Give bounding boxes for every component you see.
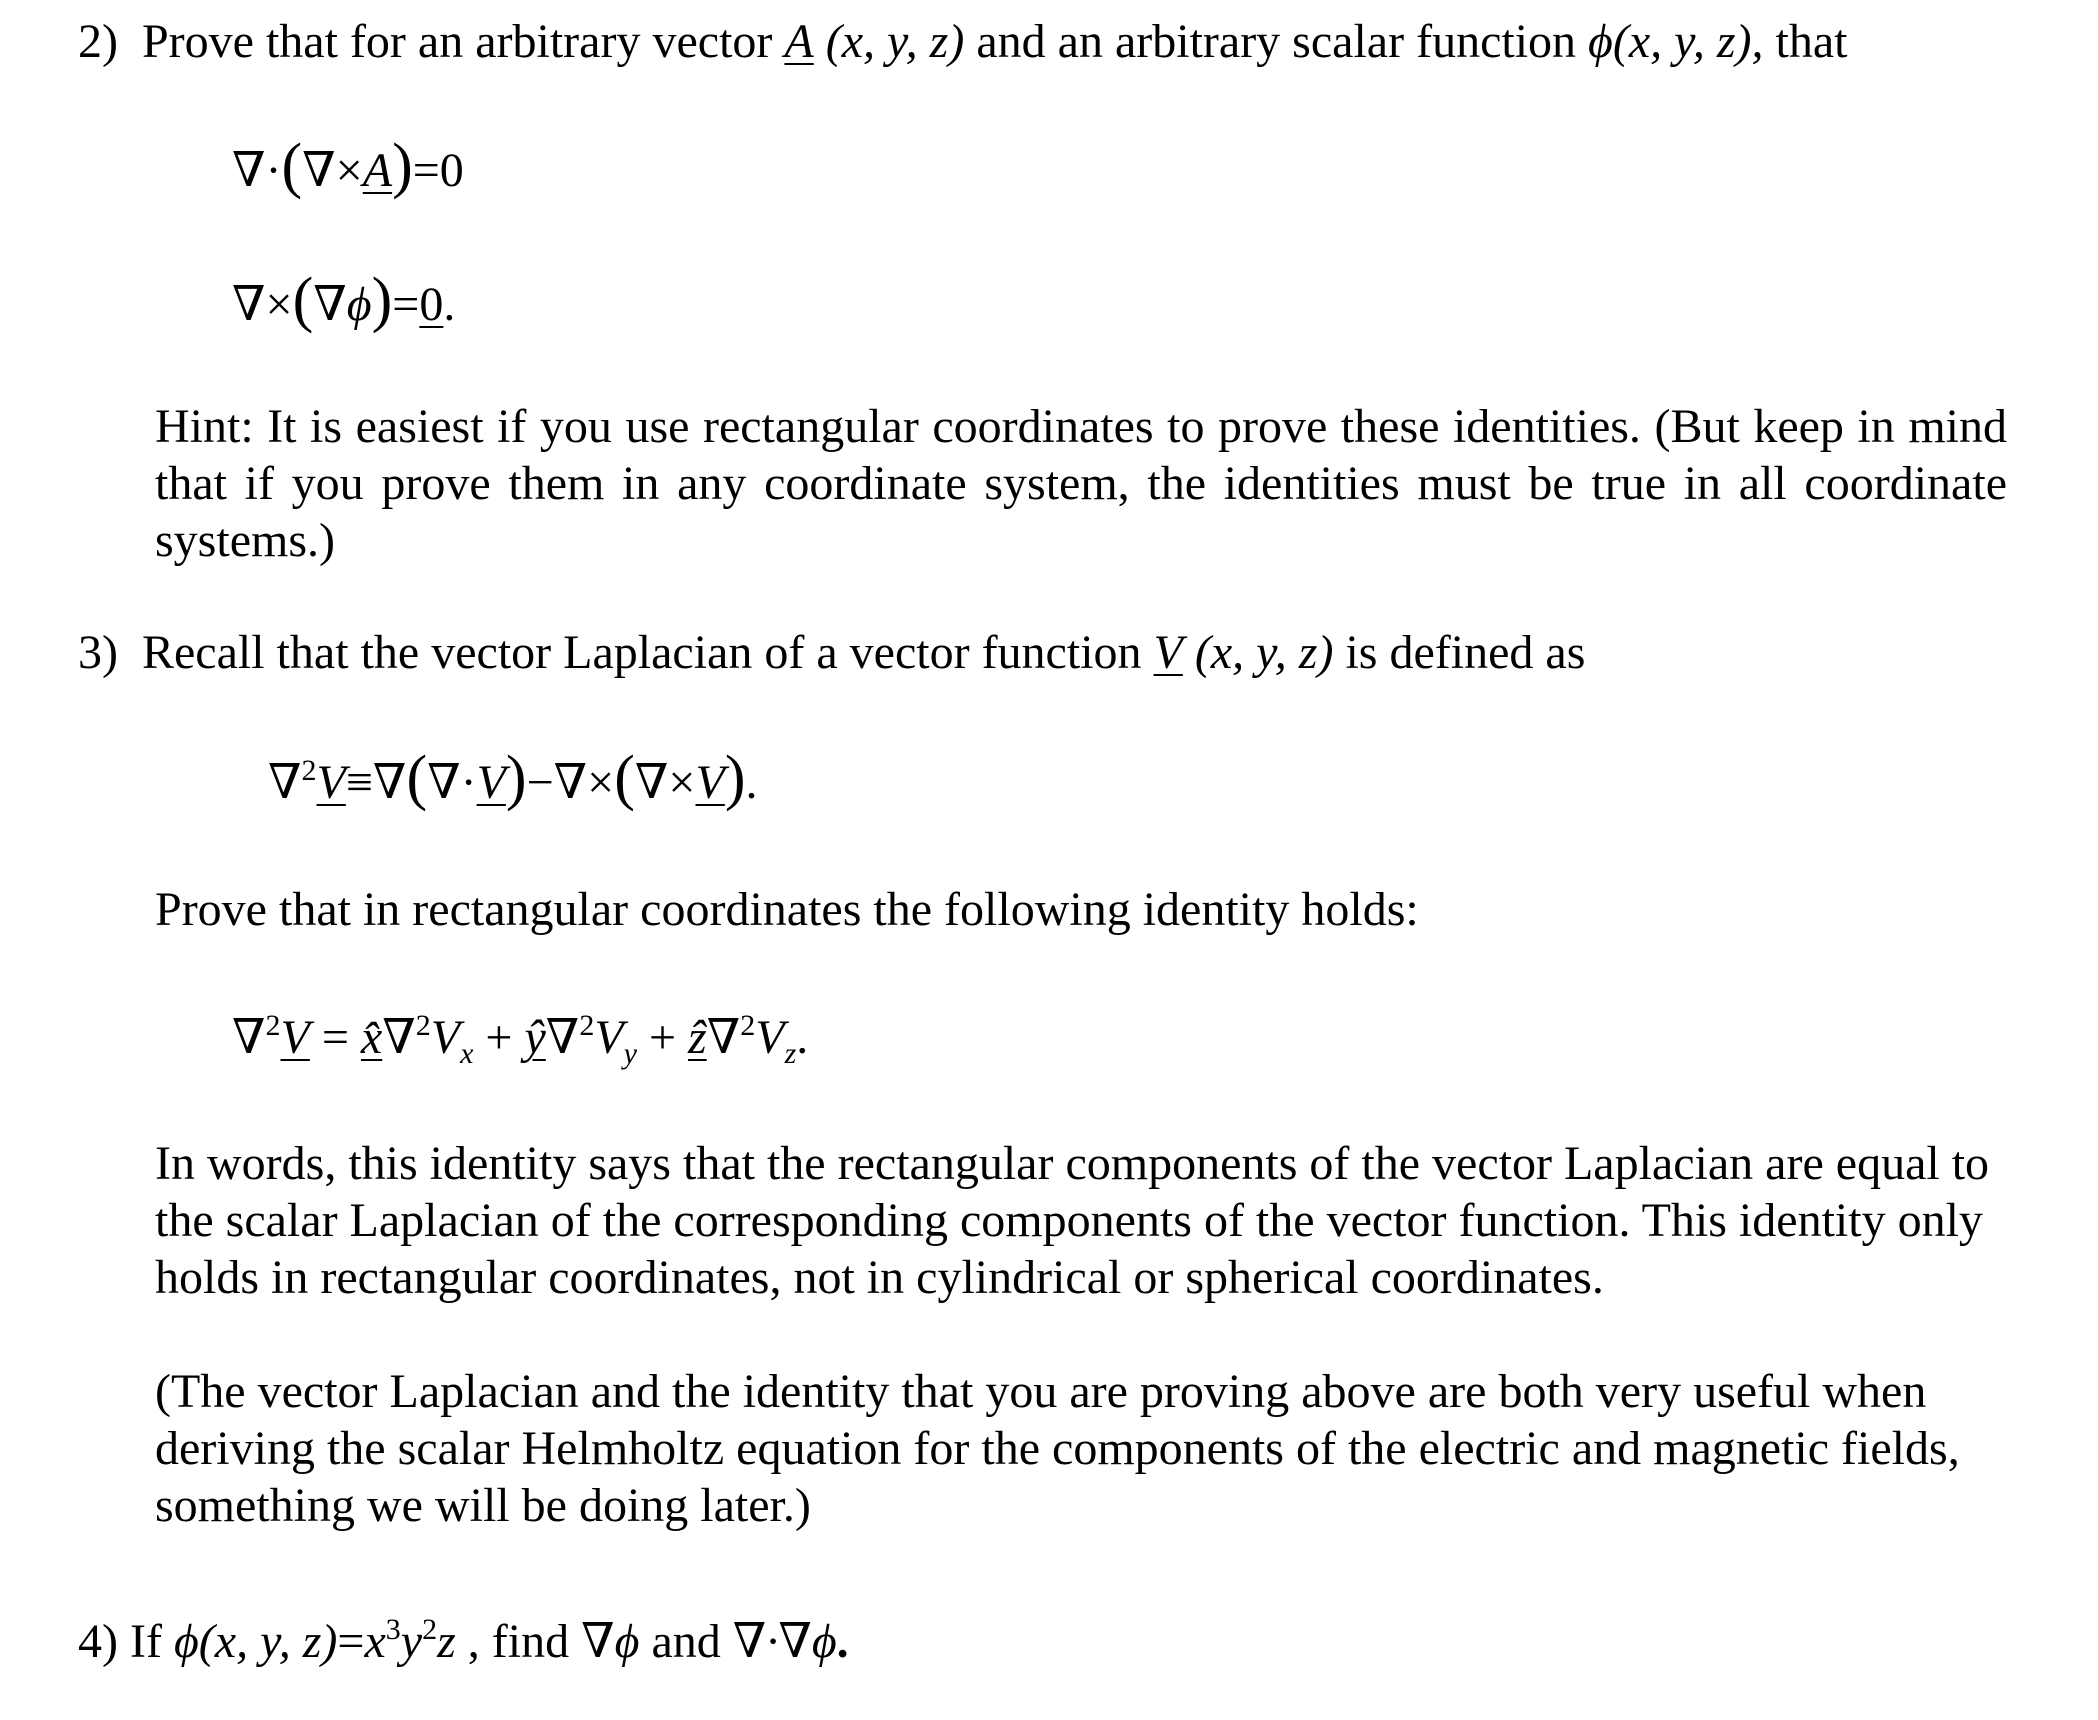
nabla-symbol: ∇ <box>232 1011 266 1064</box>
vector-a-symbol: A <box>362 144 393 197</box>
equals-sign: = <box>337 1615 365 1668</box>
nabla-dot-symbol: ∇· <box>427 756 477 809</box>
problem-3-statement <box>78 625 1585 681</box>
left-paren: ( <box>614 744 635 812</box>
problem-4-and: and <box>651 1615 721 1668</box>
problem-2-prompt-c: that <box>1775 15 1848 68</box>
nabla-dot-symbol: ∇· <box>232 144 282 197</box>
square-exponent: 2 <box>740 1009 756 1042</box>
v-y-component: V <box>594 1011 624 1064</box>
square-exponent: 2 <box>579 1009 595 1042</box>
problem-3-number: 3) <box>78 626 118 679</box>
nabla-cross-symbol: ∇× <box>634 756 696 809</box>
square-exponent: 2 <box>415 1009 431 1042</box>
equals-zero: =0 <box>412 144 464 197</box>
zero-vector: 0 <box>419 278 444 331</box>
period: . <box>836 1615 849 1668</box>
problem-4-number: 4) <box>78 1615 118 1668</box>
in-words-paragraph: In words, this identity says that the rectangular components of the vector Laplacian are equal to the scalar Laplacian of the corresponding components of the vector function. This identity only holds in rectangular coordinates, not in cylindrical or spherical coordinates. <box>155 1137 1990 1304</box>
problem-3-prompt-b: is defined as <box>1345 626 1586 679</box>
left-paren: ( <box>406 744 428 812</box>
vector-a-arguments: (x, y, z) <box>825 15 965 68</box>
right-paren: ) <box>724 744 746 812</box>
vector-v-symbol: V <box>476 756 506 809</box>
y-exponent: 2 <box>422 1613 438 1646</box>
x-variable: x <box>364 1615 386 1668</box>
equation-vector-laplacian-definition <box>268 744 758 813</box>
period: . <box>443 278 456 331</box>
nabla-symbol: ∇ <box>382 1011 416 1064</box>
note-paragraph: (The vector Laplacian and the identity that you are proving above are both very useful when deriving the scalar Helmholtz equation for the components of the electric and magnetic fields, something we will be doing later.) <box>155 1365 1960 1532</box>
square-exponent: 2 <box>265 1009 281 1042</box>
phi-symbol: ϕ <box>173 1615 199 1668</box>
nabla-phi: ∇ϕ <box>313 278 372 331</box>
problem-2-number: 2) <box>78 15 118 68</box>
x-exponent: 3 <box>385 1613 401 1646</box>
z-unit-vector: ẑ <box>688 1011 707 1064</box>
divergence-gradient-phi: ∇·∇ϕ <box>732 1615 837 1668</box>
problem-2-prompt-a: Prove that for an arbitrary vector <box>141 15 773 68</box>
phi-arguments: (x, y, z), <box>1612 15 1764 68</box>
hint-paragraph: Hint: It is easiest if you use rectangular coordinates to prove these identities. (But keep in mind that if you prove them in any coordinate system, the identities must be true in all coordinate systems.) <box>155 400 2007 567</box>
equation-curl-grad <box>232 266 456 335</box>
vector-v-arguments: (x, y, z) <box>1194 626 1334 679</box>
problem-3-prompt-a: Recall that the vector Laplacian of a vector function <box>141 626 1142 679</box>
vector-v-symbol: V <box>280 1011 310 1064</box>
x-subscript: x <box>460 1037 474 1070</box>
square-exponent: 2 <box>301 754 317 787</box>
equation-div-curl <box>232 132 464 201</box>
right-paren: ) <box>505 744 527 812</box>
right-paren: ) <box>392 132 413 200</box>
prove-instruction: Prove that in rectangular coordinates the following identity holds: <box>155 883 1419 936</box>
left-paren: ( <box>292 266 314 334</box>
comma: , <box>467 1615 480 1668</box>
nabla-cross-symbol: ∇× <box>232 278 293 331</box>
vector-v-symbol: V <box>316 756 346 809</box>
problem-4-find: find <box>491 1615 570 1668</box>
z-variable: z <box>437 1615 456 1668</box>
period: . <box>745 756 758 809</box>
y-unit-vector: ŷ <box>524 1011 546 1064</box>
x-unit-vector: x̂ <box>360 1011 383 1064</box>
problem-4-statement <box>78 1612 849 1672</box>
v-z-component: V <box>755 1011 785 1064</box>
phi-arguments: (x, y, z) <box>198 1615 338 1668</box>
gradient-phi: ∇ϕ <box>581 1615 640 1668</box>
nabla-cross-symbol: ∇× <box>302 144 363 197</box>
nabla-symbol: ∇ <box>706 1011 741 1064</box>
vector-v-symbol: V <box>1153 626 1183 679</box>
problem-4-if: If <box>129 1615 162 1668</box>
minus-nabla-cross: −∇× <box>526 756 615 809</box>
nabla-symbol: ∇ <box>545 1011 580 1064</box>
y-subscript: y <box>623 1037 637 1070</box>
nabla-symbol: ∇ <box>268 756 302 809</box>
plus-sign: + <box>648 1011 677 1064</box>
equals-sign: = <box>392 278 420 331</box>
problem-2-statement <box>78 14 1847 70</box>
left-paren: ( <box>281 132 303 200</box>
vector-a-symbol: A <box>784 15 814 68</box>
problem-2-prompt-b: and an arbitrary scalar function <box>976 15 1577 68</box>
period: . <box>796 1011 809 1064</box>
v-x-component: V <box>430 1011 461 1064</box>
plus-sign: + <box>485 1011 513 1064</box>
vector-v-symbol: V <box>695 756 725 809</box>
equals-sign: = <box>321 1011 349 1064</box>
equiv-nabla: ≡∇ <box>345 756 407 809</box>
y-variable: y <box>400 1615 423 1668</box>
z-subscript: z <box>784 1037 797 1070</box>
equation-rectangular-identity <box>232 1008 808 1068</box>
right-paren: ) <box>371 266 393 334</box>
phi-symbol: ϕ <box>1588 15 1613 68</box>
